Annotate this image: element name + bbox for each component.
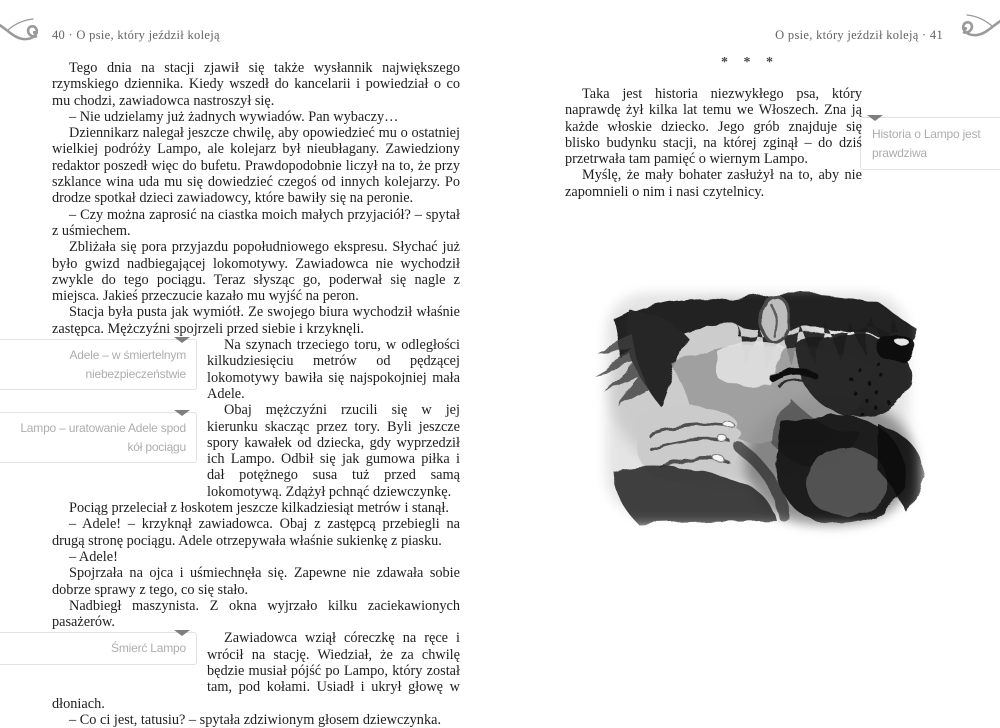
- paragraph: Spojrzała na ojca i uśmiechnęła się. Zapewne nie zdawała sobie dobrze sprawy z tego, co się stało.: [52, 565, 460, 598]
- running-header-right: O psie, który jeździł koleją · 41: [775, 28, 943, 42]
- paragraph: Zbliżała się pora przyjazdu popołudniowego ekspresu. Słychać już było gwizd nadbiegającej lokomotywy. Zawiadowca nie wychodził zwykle do tego pociągu. Teraz słysząc go, poderwał się nagle z miejsca. Jakieś przeczucie kazało mu wyjść na peron.: [52, 239, 460, 305]
- paragraph: – Nie udzielamy już żadnych wywiadów. Pan wybaczy…: [69, 108, 399, 125]
- right-page-text-column: [565, 86, 862, 200]
- left-page-text-column: [20, 60, 460, 728]
- paragraph: – Adele! – krzyknął zawiadowca. Obaj z zastępcą przebiegli na drugą stronę pociągu. Adele otrzepywała właśnie sukienkę z piasku.: [52, 516, 460, 549]
- paragraph: Nadbiegł maszynista. Z okna wyjrzało kilku zaciekawionych pasażerów.: [52, 597, 460, 631]
- flourish-left-icon: [0, 10, 52, 50]
- paragraph: – Czy można zaprosić na ciastka moich małych przyjaciół? – spytał z uśmiechem.: [52, 206, 460, 239]
- paragraph: Stacja była pusta jak wymiótł. Ze swojego biura wychodził właśnie zastępca. Mężczyźni spojrzeli przed siebie i krzyknęli.: [52, 304, 460, 337]
- paragraph: Dziennikarz nalegał jeszcze chwilę, aby opowiedzieć mu o ostatniej wielkiej podróży Lampo, ale kolejarz był nieubłagany. Zawiedziony redaktor poszedł więc do bufetu. Prawdopodobnie liczył na to, że przy szklance wina uda mu się dowiedzieć czegoś od innych kolejarzy. Po drodze spotkał dzieci zawiadowcy, które bawiły się na peronie.: [52, 125, 460, 207]
- margin-note-lampo-death: Śmierć Lampo: [0, 632, 197, 665]
- margin-note-true-story: Historia o Lampo jest prawdziwa: [860, 117, 1000, 170]
- section-separator: * * *: [721, 55, 779, 70]
- flourish-right-icon: [948, 6, 1000, 46]
- paragraph: – Co ci jest, tatusiu? – spytała zdziwionym głosem dziewczynka.: [69, 711, 442, 728]
- paragraph: Myślę, że mały bohater zasłużył na to, aby nie zapomnieli o nim i nasi czytelnicy.: [565, 167, 862, 200]
- paragraph: Tego dnia na stacji zjawił się także wysłannik największego rzymskiego dziennika. Kiedy wszedł do kancelarii i powiedział o co mu chodzi, zawiadowca nastroszył się.: [52, 60, 460, 109]
- margin-note-adele: Adele – w śmiertelnym niebezpieczeństwie: [0, 339, 197, 390]
- paragraph: – Adele!: [69, 548, 118, 565]
- paragraph: Taka jest historia niezwykłego psa, który naprawdę żył kilka lat temu we Włoszech. Zna ją każde włoskie dziecko. Jego grób znajduje się blisko budynku stacji, na której zginął – do dziś przetrwała tam pamięć o wiernym Lampo.: [565, 86, 862, 168]
- running-header-left: 40 · O psie, który jeździł koleją: [52, 28, 220, 42]
- paragraph: Obaj mężczyźni rzucili się w jej kierunku skacząc przez tory. Byli jeszcze spory kawałek od dziecka, gdy wyprzedził ich Lampo. Odbił się jak gumowa piłka i dał potężnego susa tuż przed samą lokomotywą. Zdążył pchnąć dziewczynkę.: [207, 402, 460, 500]
- paragraph: Na szynach trzeciego toru, w odległości kilkudziesięciu metrów od pędzącej lokomotywy bawiła się najspokojniej mała Adele.: [207, 337, 460, 402]
- dog-illustration: [578, 274, 934, 538]
- margin-note-lampo-rescue: Lampo – uratowanie Adele spod kół pociągu: [0, 412, 197, 463]
- paragraph: Pociąg przeleciał z łoskotem jeszcze kilkadziesiąt metrów i stanął.: [69, 500, 449, 517]
- paragraph: Zawiadowca wziął córeczkę na ręce i wrócił na stację. Wiedział, że za chwilę będzie musiał pójść po Lampo, który został tam, pod kołami. Usiadł i ukrył głowę w dłoniach.: [52, 630, 460, 712]
